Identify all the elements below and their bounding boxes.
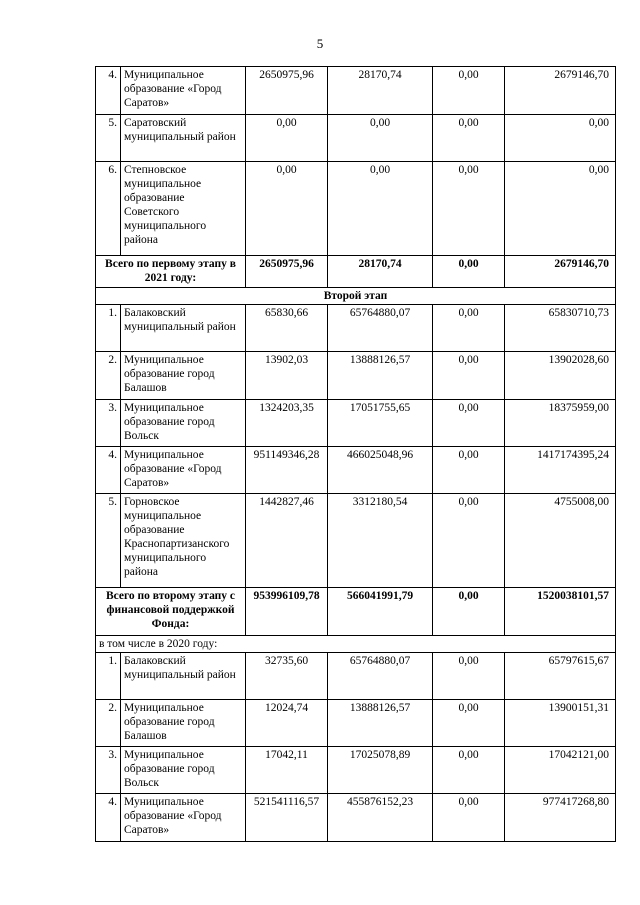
municipality-name: Саратовский муниципальный район [121, 115, 246, 162]
cell-value: 1324203,35 [246, 400, 328, 447]
row-number: 3. [96, 400, 121, 447]
total-row [96, 588, 616, 636]
cell-value: 0,00 [433, 794, 505, 842]
cell-value: 65830710,73 [505, 305, 616, 352]
cell-value: 0,00 [433, 700, 505, 747]
cell-value: 0,00 [433, 115, 505, 162]
total-row [96, 256, 616, 288]
subheading-row [96, 636, 616, 653]
row-number: 2. [96, 700, 121, 747]
municipality-name: Степновское муниципальное образование Советского муниципального района [121, 162, 246, 256]
cell-value: 0,00 [433, 305, 505, 352]
total-label: Всего по второму этапу с финансовой поддержкой Фонда: [96, 588, 246, 636]
row-number: 4. [96, 794, 121, 842]
cell-value: 466025048,96 [328, 447, 433, 494]
total-value: 2650975,96 [246, 256, 328, 288]
cell-value: 17051755,65 [328, 400, 433, 447]
row-number: 2. [96, 352, 121, 400]
row-number: 4. [96, 447, 121, 494]
subheading-label: в том числе в 2020 году: [96, 636, 616, 653]
cell-value: 13888126,57 [328, 352, 433, 400]
cell-value: 2650975,96 [246, 67, 328, 115]
municipality-name: Муниципальное образование город Балашов [121, 352, 246, 400]
municipality-name: Горновское муниципальное образование Краснопартизанского муниципального района [121, 494, 246, 588]
cell-value: 12024,74 [246, 700, 328, 747]
total-value: 1520038101,57 [505, 588, 616, 636]
cell-value: 28170,74 [328, 67, 433, 115]
cell-value: 3312180,54 [328, 494, 433, 588]
cell-value: 18375959,00 [505, 400, 616, 447]
table-row [96, 162, 616, 256]
municipality-name: Балаковский муниципальный район [121, 305, 246, 352]
municipality-name: Муниципальное образование «Город Саратов» [121, 447, 246, 494]
cell-value: 1442827,46 [246, 494, 328, 588]
municipality-name: Муниципальное образование город Вольск [121, 400, 246, 447]
cell-value: 17042,11 [246, 747, 328, 794]
cell-value: 1417174395,24 [505, 447, 616, 494]
table-row [96, 305, 616, 352]
row-number: 4. [96, 67, 121, 115]
cell-value: 65797615,67 [505, 653, 616, 700]
cell-value: 0,00 [433, 67, 505, 115]
row-number: 6. [96, 162, 121, 256]
cell-value: 13902,03 [246, 352, 328, 400]
table-row [96, 494, 616, 588]
municipality-name: Муниципальное образование «Город Саратов» [121, 67, 246, 115]
total-label: Всего по первому этапу в 2021 году: [96, 256, 246, 288]
cell-value: 0,00 [433, 162, 505, 256]
total-value: 953996109,78 [246, 588, 328, 636]
total-value: 0,00 [433, 588, 505, 636]
table-row [96, 447, 616, 494]
cell-value: 0,00 [328, 115, 433, 162]
cell-value: 0,00 [433, 653, 505, 700]
cell-value: 0,00 [433, 747, 505, 794]
cell-value: 2679146,70 [505, 67, 616, 115]
row-number: 1. [96, 653, 121, 700]
cell-value: 521541116,57 [246, 794, 328, 842]
cell-value: 0,00 [246, 162, 328, 256]
cell-value: 65764880,07 [328, 653, 433, 700]
table-row [96, 700, 616, 747]
municipality-name: Балаковский муниципальный район [121, 653, 246, 700]
cell-value: 17042121,00 [505, 747, 616, 794]
table-row [96, 115, 616, 162]
cell-value: 13902028,60 [505, 352, 616, 400]
total-value: 2679146,70 [505, 256, 616, 288]
cell-value: 13900151,31 [505, 700, 616, 747]
cell-value: 951149346,28 [246, 447, 328, 494]
table-row [96, 794, 616, 842]
table-row [96, 352, 616, 400]
municipality-name: Муниципальное образование город Вольск [121, 747, 246, 794]
cell-value: 0,00 [505, 115, 616, 162]
table-row [96, 67, 616, 115]
table-row [96, 747, 616, 794]
cell-value: 17025078,89 [328, 747, 433, 794]
cell-value: 4755008,00 [505, 494, 616, 588]
total-value: 566041991,79 [328, 588, 433, 636]
cell-value: 0,00 [505, 162, 616, 256]
row-number: 1. [96, 305, 121, 352]
cell-value: 65830,66 [246, 305, 328, 352]
cell-value: 0,00 [433, 447, 505, 494]
table-row [96, 653, 616, 700]
row-number: 3. [96, 747, 121, 794]
cell-value: 0,00 [328, 162, 433, 256]
cell-value: 32735,60 [246, 653, 328, 700]
municipality-name: Муниципальное образование «Город Саратов» [121, 794, 246, 842]
total-value: 0,00 [433, 256, 505, 288]
cell-value: 65764880,07 [328, 305, 433, 352]
page-number: 5 [316, 36, 324, 51]
cell-value: 0,00 [246, 115, 328, 162]
funding-table [95, 66, 616, 842]
stage-title: Второй этап [96, 288, 616, 305]
cell-value: 0,00 [433, 494, 505, 588]
municipality-name: Муниципальное образование город Балашов [121, 700, 246, 747]
row-number: 5. [96, 115, 121, 162]
cell-value: 0,00 [433, 400, 505, 447]
cell-value: 13888126,57 [328, 700, 433, 747]
stage-header-row [96, 288, 616, 305]
total-value: 28170,74 [328, 256, 433, 288]
row-number: 5. [96, 494, 121, 588]
cell-value: 455876152,23 [328, 794, 433, 842]
table-row [96, 400, 616, 447]
cell-value: 0,00 [433, 352, 505, 400]
cell-value: 977417268,80 [505, 794, 616, 842]
